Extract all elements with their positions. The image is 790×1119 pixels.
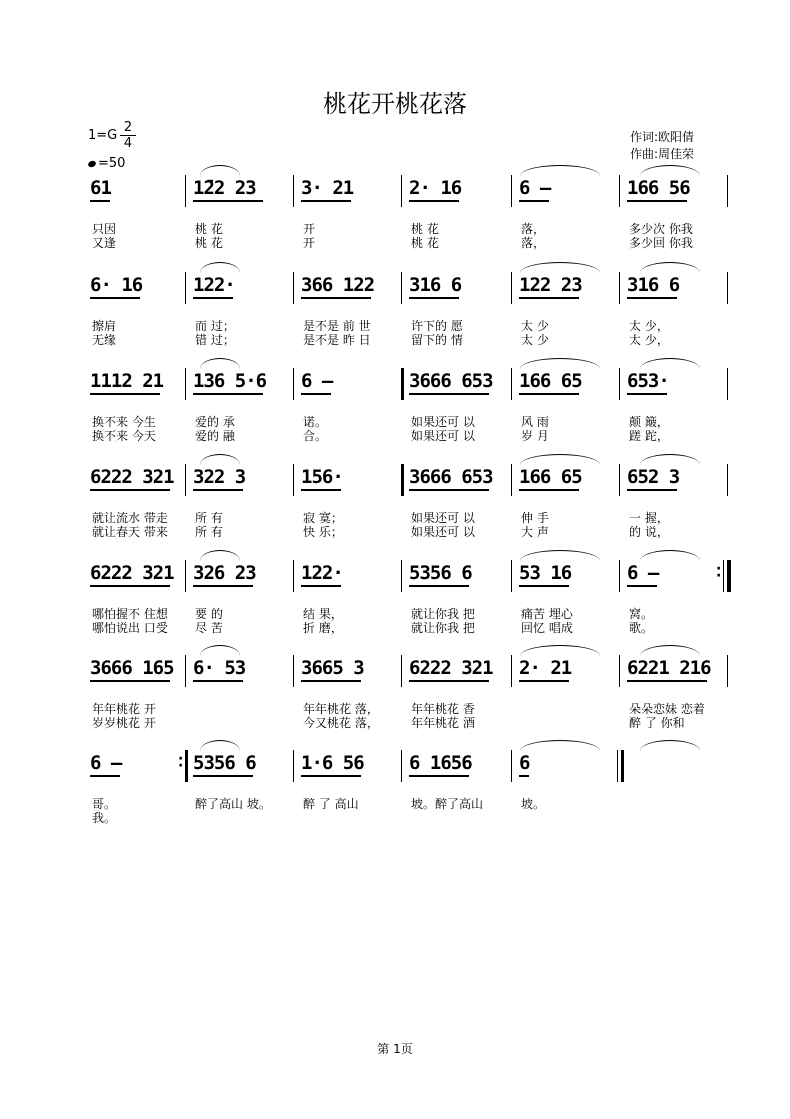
lyric-verse-2: 哪怕说出 口受	[92, 621, 168, 635]
lyric-verse-1: 桃 花	[411, 222, 439, 236]
barline	[511, 464, 512, 496]
lyric-verse-1: 太 少，	[629, 319, 669, 333]
eighth-beam	[519, 297, 579, 299]
key-signature: 1=G	[88, 128, 118, 143]
lyric-verse-2: 年年桃花 酒	[411, 716, 475, 730]
slur-mark	[200, 550, 240, 561]
lyric-verse-1: 年年桃花 香	[411, 702, 475, 716]
lyric-verse-2: 的 说，	[629, 525, 669, 539]
lyric-verse-1: 窝。	[629, 607, 654, 621]
repeat-barline-thin	[723, 560, 724, 592]
measure-notes: 6· 16	[90, 274, 143, 296]
lyricist-credit: 作词:欧阳倩	[630, 130, 695, 144]
final-barline-thin	[617, 750, 618, 782]
measure-notes: 316 6	[627, 274, 680, 296]
lyric-verse-1: 只因	[92, 222, 117, 236]
lyric-verse-2: 无缘	[92, 333, 117, 347]
barline	[293, 368, 294, 400]
lyric-verse-2: 又逢	[92, 236, 117, 250]
slur-mark	[520, 262, 600, 273]
barline	[401, 272, 402, 304]
repeat-start-dots: · ·	[178, 751, 184, 774]
lyric-verse-2: 错 过；	[195, 333, 235, 347]
barline	[727, 655, 728, 687]
lyric-verse-2: 如果还可 以	[411, 429, 475, 443]
eighth-beam	[193, 680, 243, 682]
lyric-verse-2: 今又桃花 落，	[303, 716, 379, 730]
lyric-verse-2: 如果还可 以	[411, 525, 475, 539]
measure-notes: 1112 21	[90, 370, 164, 392]
eighth-beam	[90, 585, 170, 587]
slur-mark	[200, 165, 240, 176]
barline	[293, 175, 294, 207]
slur-mark	[640, 740, 700, 751]
lyric-verse-1: 而 过；	[195, 319, 235, 333]
lyric-verse-2: 是不是 昨 日	[303, 333, 371, 347]
barline	[727, 368, 728, 400]
lyric-verse-1: 一 握，	[629, 511, 669, 525]
lyric-verse-2: 醉 了 你和	[629, 716, 685, 730]
measure-notes: 6 –	[519, 177, 551, 199]
eighth-beam	[193, 775, 253, 777]
measure-notes: 653·	[627, 370, 669, 392]
barline	[185, 368, 186, 400]
slur-mark	[640, 165, 700, 176]
barline	[511, 272, 512, 304]
eighth-beam	[409, 200, 459, 202]
slur-mark	[200, 358, 240, 369]
slur-mark	[200, 645, 240, 656]
lyric-verse-2: 就让春天 带来	[92, 525, 168, 539]
barline	[511, 655, 512, 687]
eighth-beam	[193, 200, 263, 202]
measure-notes: 53 16	[519, 562, 572, 584]
measure-notes: 6	[519, 752, 530, 774]
lyric-verse-1: 如果还可 以	[411, 415, 475, 429]
barline	[619, 272, 620, 304]
eighth-beam	[301, 297, 371, 299]
lyric-verse-2: 快 乐；	[303, 525, 343, 539]
eighth-beam	[627, 200, 687, 202]
lyric-verse-2: 桃 花	[411, 236, 439, 250]
lyric-verse-1: 如果还可 以	[411, 511, 475, 525]
lyric-verse-2: 太 少	[521, 333, 549, 347]
lyric-verse-1: 就让你我 把	[411, 607, 475, 621]
eighth-beam	[90, 393, 160, 395]
lyric-verse-2: 爱的 融	[195, 429, 235, 443]
lyric-verse-1: 就让流水 带走	[92, 511, 168, 525]
barline	[293, 750, 294, 782]
barline	[401, 655, 402, 687]
eighth-beam	[301, 489, 341, 491]
barline	[727, 464, 728, 496]
measure-notes: 316 6	[409, 274, 462, 296]
measure-notes: 1̄22 23	[193, 177, 256, 199]
barline	[185, 655, 186, 687]
lyric-verse-1: 年年桃花 开	[92, 702, 156, 716]
tempo-value: =50	[98, 156, 126, 171]
barline	[293, 272, 294, 304]
measure-notes: 6222 321	[90, 466, 174, 488]
eighth-beam	[409, 297, 459, 299]
measure-notes: 2· 21	[519, 657, 572, 679]
eighth-beam	[627, 489, 677, 491]
measure-notes: 6· 53	[193, 657, 246, 679]
lyric-verse-2: 蹉 跎，	[629, 429, 669, 443]
lyric-verse-1: 许下的 愿	[411, 319, 463, 333]
eighth-beam	[519, 585, 569, 587]
lyric-verse-1: 所 有	[195, 511, 223, 525]
measure-notes: 3666 653	[409, 466, 493, 488]
measure-notes: 136 5·6	[193, 370, 267, 392]
eighth-beam	[193, 585, 253, 587]
measure-notes: 166 65	[519, 370, 582, 392]
lyric-verse-1: 换不来 今生	[92, 415, 156, 429]
time-numerator: 2	[123, 120, 133, 135]
barline	[619, 655, 620, 687]
measure-notes: 6 –	[627, 562, 659, 584]
measure-notes: 122·	[193, 274, 235, 296]
lyric-verse-2: 大 声	[521, 525, 549, 539]
composer-credit: 作曲:周佳荣	[630, 147, 695, 161]
lyric-verse-2: 就让你我 把	[411, 621, 475, 635]
eighth-beam	[409, 489, 489, 491]
barline	[293, 655, 294, 687]
eighth-beam	[519, 200, 549, 202]
lyric-verse-1: 年年桃花 落，	[303, 702, 379, 716]
barline	[619, 368, 620, 400]
lyric-verse-1: 诺。	[303, 415, 328, 429]
song-title: 桃花开桃花落	[323, 90, 467, 118]
measure-notes: 2· 16	[409, 177, 462, 199]
barline	[511, 175, 512, 207]
measure-notes: 6221 216	[627, 657, 711, 679]
measure-notes: 3· 21	[301, 177, 354, 199]
barline	[293, 560, 294, 592]
repeat-dots: · ·	[716, 561, 722, 584]
measure-notes: 5356 6	[409, 562, 472, 584]
barline	[619, 560, 620, 592]
measure-notes: 6 –	[90, 752, 122, 774]
eighth-beam	[90, 200, 110, 202]
eighth-beam	[301, 680, 361, 682]
lyric-verse-2: 尽 苦	[195, 621, 223, 635]
slur-mark	[200, 454, 240, 465]
measure-notes: 326 23	[193, 562, 256, 584]
lyric-verse-1: 是不是 前 世	[303, 319, 371, 333]
measure-notes: 3666 653	[409, 370, 493, 392]
slur-mark	[640, 454, 700, 465]
slur-mark	[640, 550, 700, 561]
barline	[511, 560, 512, 592]
lyric-verse-2: 所 有	[195, 525, 223, 539]
eighth-beam	[627, 393, 667, 395]
eighth-beam	[627, 585, 657, 587]
measure-notes: 652 3	[627, 466, 680, 488]
measure-notes: 6222 321	[90, 562, 174, 584]
barline	[185, 464, 186, 496]
lyric-verse-2: 回忆 唱成	[521, 621, 573, 635]
lyric-verse-1: 颠 簸，	[629, 415, 669, 429]
lyric-verse-2: 我。	[92, 811, 117, 825]
eighth-beam	[301, 393, 331, 395]
eighth-beam	[409, 585, 469, 587]
final-barline-thick	[621, 750, 624, 782]
measure-notes: 156·	[301, 466, 343, 488]
barline	[511, 368, 512, 400]
slur-mark	[200, 262, 240, 273]
quarter-note-icon	[87, 159, 97, 167]
lyric-verse-1: 醉 了 高山	[303, 797, 359, 811]
measure-notes: 6 –	[301, 370, 333, 392]
lyric-verse-1: 坡。醉了高山	[411, 797, 484, 811]
lyric-verse-1: 桃 花	[195, 222, 223, 236]
eighth-beam	[519, 393, 579, 395]
measure-notes: 366 122	[301, 274, 375, 296]
eighth-beam	[90, 775, 120, 777]
time-signature	[120, 120, 136, 151]
eighth-beam	[409, 393, 489, 395]
lyric-verse-2: 桃 花	[195, 236, 223, 250]
measure-notes: 166 56	[627, 177, 690, 199]
barline	[727, 175, 728, 207]
measure-notes: 3665 3	[301, 657, 364, 679]
lyric-verse-1: 朵朵恋妹 恋着	[629, 702, 705, 716]
eighth-beam	[90, 489, 170, 491]
lyric-verse-2: 开	[303, 236, 316, 250]
lyric-verse-1: 哪怕握不 住想	[92, 607, 168, 621]
eighth-beam	[409, 775, 469, 777]
slur-mark	[520, 165, 600, 176]
eighth-beam	[193, 297, 233, 299]
lyric-verse-1: 多少次 你我	[629, 222, 693, 236]
eighth-beam	[519, 775, 529, 777]
tempo-marking	[88, 156, 125, 171]
lyric-verse-1: 坡。	[521, 797, 546, 811]
eighth-beam	[90, 680, 170, 682]
lyric-verse-1: 哥。	[92, 797, 117, 811]
measure-notes: 3666 165	[90, 657, 174, 679]
eighth-beam	[193, 489, 243, 491]
measure-notes: 6222 321	[409, 657, 493, 679]
barline	[401, 560, 402, 592]
eighth-beam	[627, 297, 677, 299]
barline	[619, 464, 620, 496]
barline	[185, 175, 186, 207]
eighth-beam	[519, 680, 569, 682]
measure-notes: 1·6 56	[301, 752, 364, 774]
section-barline	[401, 368, 404, 400]
lyric-verse-1: 太 少	[521, 319, 549, 333]
repeat-start-thick	[185, 750, 188, 782]
slur-mark	[520, 645, 600, 656]
page-number: 第 1页	[377, 1042, 413, 1056]
lyric-verse-2: 太 少，	[629, 333, 669, 347]
measure-notes: 322 3	[193, 466, 246, 488]
time-denominator: 4	[120, 135, 136, 151]
lyric-verse-2: 合。	[303, 429, 328, 443]
lyric-verse-1: 醉了高山 坡。	[195, 797, 271, 811]
lyric-verse-1: 要 的	[195, 607, 223, 621]
slur-mark	[520, 740, 600, 751]
barline	[185, 272, 186, 304]
lyric-verse-1: 风 雨	[521, 415, 549, 429]
lyric-verse-1: 落，	[521, 222, 546, 236]
barline	[727, 272, 728, 304]
slur-mark	[200, 740, 240, 751]
measure-notes: 166 65	[519, 466, 582, 488]
barline	[293, 464, 294, 496]
measure-notes: 61	[90, 177, 111, 199]
slur-mark	[520, 358, 600, 369]
barline	[401, 750, 402, 782]
lyric-verse-2: 落，	[521, 236, 546, 250]
lyric-verse-2: 多少回 你我	[629, 236, 693, 250]
measure-notes: 122 23	[519, 274, 582, 296]
slur-mark	[640, 645, 700, 656]
lyric-verse-2: 折 磨，	[303, 621, 343, 635]
lyric-verse-1: 伸 手	[521, 511, 549, 525]
lyric-verse-2: 换不来 今天	[92, 429, 156, 443]
eighth-beam	[301, 200, 351, 202]
slur-mark	[520, 454, 600, 465]
eighth-beam	[409, 680, 489, 682]
eighth-beam	[301, 585, 341, 587]
eighth-beam	[193, 393, 263, 395]
lyric-verse-1: 擦肩	[92, 319, 117, 333]
lyric-verse-1: 痛苦 埋心	[521, 607, 573, 621]
repeat-barline-thick	[728, 560, 731, 592]
measure-notes: 6 1656	[409, 752, 472, 774]
barline	[401, 175, 402, 207]
section-barline	[401, 464, 404, 496]
measure-notes: 5356 6	[193, 752, 256, 774]
lyric-verse-1: 开	[303, 222, 316, 236]
eighth-beam	[301, 775, 361, 777]
eighth-beam	[519, 489, 579, 491]
barline	[511, 750, 512, 782]
measure-notes: 122·	[301, 562, 343, 584]
lyric-verse-2: 留下的 情	[411, 333, 463, 347]
barline	[185, 560, 186, 592]
lyric-verse-2: 岁 月	[521, 429, 549, 443]
lyric-verse-1: 结 果，	[303, 607, 343, 621]
lyric-verse-2: 歌。	[629, 621, 654, 635]
eighth-beam	[627, 680, 707, 682]
slur-mark	[520, 550, 600, 561]
slur-mark	[640, 358, 700, 369]
lyric-verse-1: 寂 寞；	[303, 511, 343, 525]
lyric-verse-1: 爱的 承	[195, 415, 235, 429]
eighth-beam	[90, 297, 140, 299]
slur-mark	[640, 262, 700, 273]
barline	[619, 175, 620, 207]
lyric-verse-2: 岁岁桃花 开	[92, 716, 156, 730]
